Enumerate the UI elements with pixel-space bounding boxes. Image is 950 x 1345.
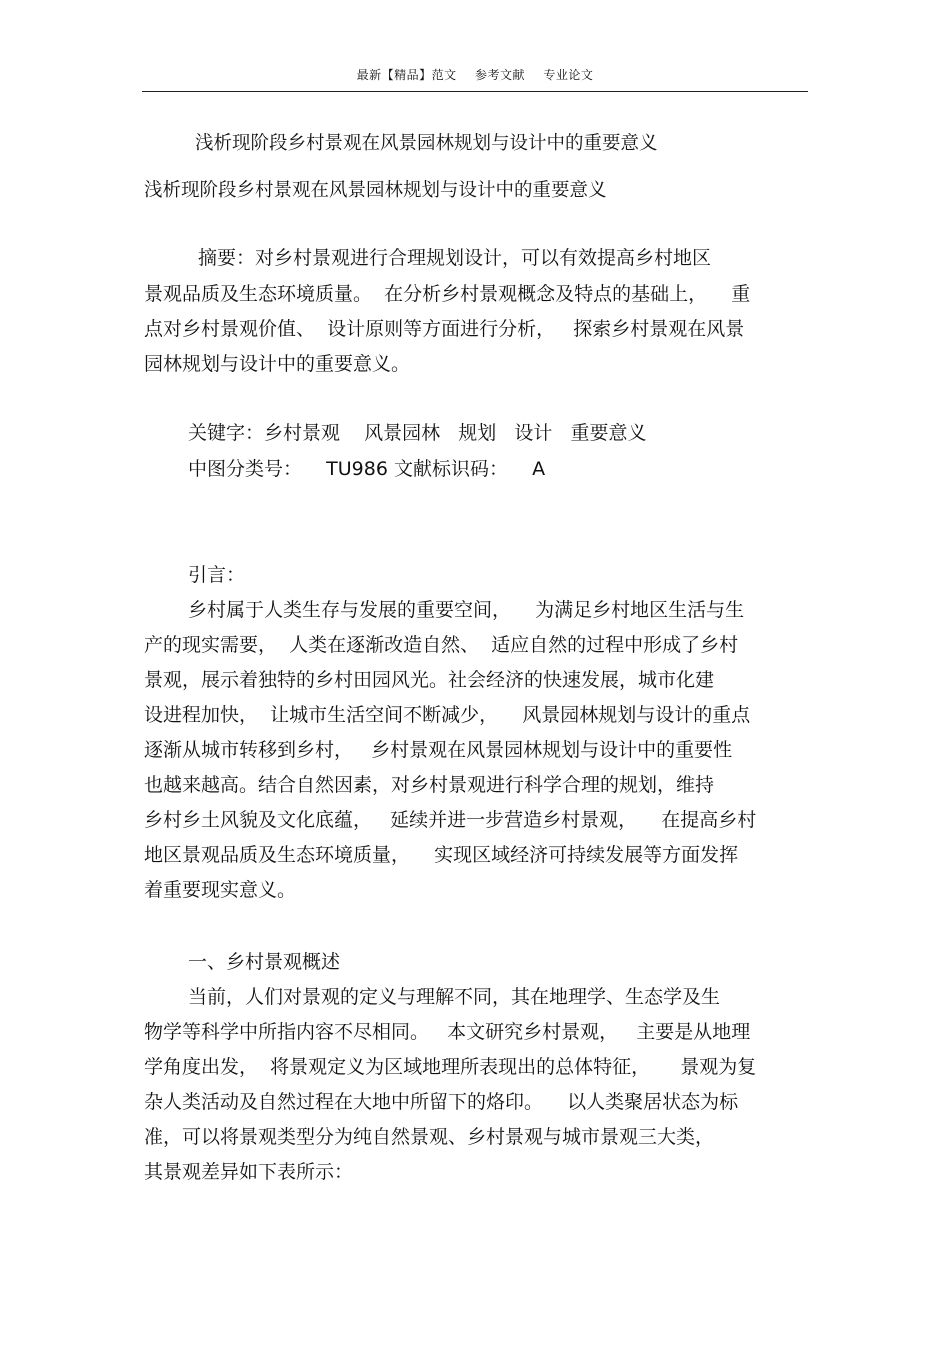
section-line: 准，可以将景观类型分为纯自然景观、乡村景观与城市景观三大类， [144, 1126, 715, 1148]
section-line: 学角度出发， 将景观定义为区域地理所表现出的总体特征， 景观为复 [144, 1056, 757, 1078]
intro-line: 着重要现实意义。 [144, 879, 297, 901]
intro-line: 乡村属于人类生存与发展的重要空间， 为满足乡村地区生活与生 [188, 599, 745, 621]
intro-line: 设进程加快， 让城市生活空间不断减少， 风景园林规划与设计的重点 [144, 704, 751, 726]
intro-line: 逐渐从城市转移到乡村， 乡村景观在风景园林规划与设计中的重要性 [144, 739, 733, 761]
section-line: 当前，人们对景观的定义与理解不同，其在地理学、生态学及生 [188, 986, 721, 1008]
abstract-line: 摘要：对乡村景观进行合理规划设计，可以有效提高乡村地区 [198, 247, 712, 269]
header-item: 参考文献 [474, 68, 525, 82]
section-line: 杂人类活动及自然过程在大地中所留下的烙印。 以人类聚居状态为标 [144, 1091, 739, 1113]
intro-line: 景观，展示着独特的乡村田园风光。社会经济的快速发展，城市化建 [144, 669, 715, 691]
abstract-line: 园林规划与设计中的重要意义。 [144, 353, 411, 375]
section-heading: 一、乡村景观概述 [188, 951, 341, 973]
intro-heading: 引言： [188, 564, 246, 586]
abstract-line: 景观品质及生态环境质量。 在分析乡村景观概念及特点的基础上， 重 [144, 283, 751, 305]
header-divider [142, 91, 808, 92]
header-item: 专业论文 [543, 68, 594, 82]
section-line: 物学等科学中所指内容不尽相同。 本文研究乡村景观， 主要是从地理 [144, 1021, 751, 1043]
page-header [0, 66, 950, 83]
classification-line: 中图分类号： TU986 文献标识码： A [188, 458, 546, 480]
document-subtitle: 浅析现阶段乡村景观在风景园林规划与设计中的重要意义 [144, 180, 607, 201]
intro-line: 地区景观品质及生态环境质量， 实现区域经济可持续发展等方面发挥 [144, 844, 739, 866]
abstract-line: 点对乡村景观价值、 设计原则等方面进行分析， 探索乡村景观在风景 [144, 318, 745, 340]
document-title: 浅析现阶段乡村景观在风景园林规划与设计中的重要意义 [195, 133, 658, 154]
header-item: 最新【精品】范文 [356, 68, 457, 82]
intro-line: 产的现实需要， 人类在逐渐改造自然、 适应自然的过程中形成了乡村 [144, 634, 739, 656]
intro-line: 也越来越高。结合自然因素，对乡村景观进行科学合理的规划，维持 [144, 774, 715, 796]
section-line: 其景观差异如下表所示： [144, 1161, 354, 1183]
keywords-line: 关键字：乡村景观 风景园林 规划 设计 重要意义 [188, 422, 647, 444]
intro-line: 乡村乡土风貌及文化底蕴， 延续并进一步营造乡村景观， 在提高乡村 [144, 809, 757, 831]
